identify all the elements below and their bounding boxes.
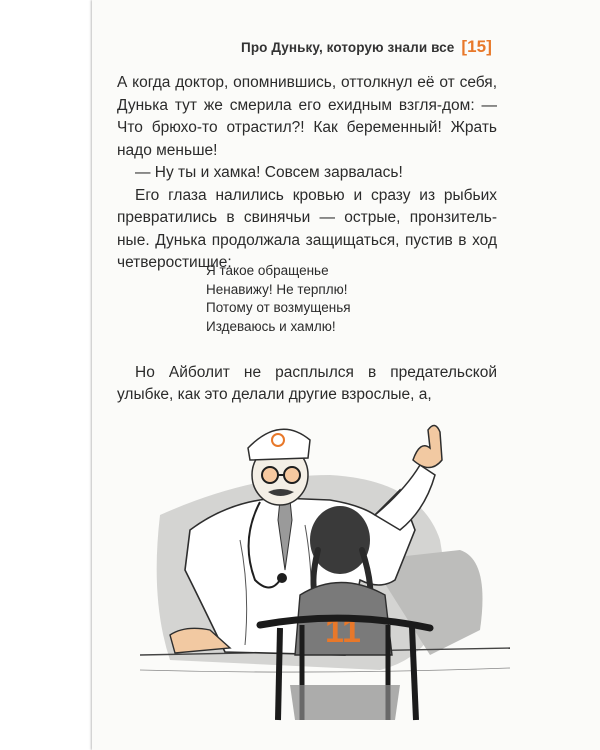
verse-line: Потому от возмущенья [206,300,351,315]
body-text [117,72,497,275]
verse-line: Я такое обращенье [206,263,329,278]
stethoscope-chest-piece [277,573,287,583]
floor-sketch-line [140,668,510,672]
thumb-up-hand [413,425,442,467]
verse-line: Издеваюсь и хамлю! [206,318,336,334]
closing-paragraph-text: Но Айболит не расплылся в предательской улыбке, как это делали другие взрослые, а, [117,363,497,403]
running-header [241,37,492,57]
paragraph-3: Его глаза налились кровью и сразу из рыбьих превратились в свинячьи — острые, пронзитель-ные. Дунька продолжала защищаться, пустив в ход четверостишие: [117,186,497,271]
jersey-number: 11 [325,612,361,650]
page-number: [15] [461,37,492,56]
closing-paragraph [117,362,497,407]
chair-spindle [278,628,280,720]
glasses-lens-left [262,467,278,483]
verse-line: Ненавижу! Не терплю! [206,281,348,297]
quatrain [206,262,351,336]
paragraph-1: А когда доктор, опомнившись, оттолкнул её от себя, Дунька тут же смерила его ехидным взгля-дом: — Что брюхо-то отрастил?! Как беременный! Жрать надо меньше! [117,74,497,159]
glasses-lens-right [284,467,300,483]
chair-seat-shadow [290,685,400,720]
doctor-and-girl-illustration [130,420,530,725]
paragraph-2: — Ну ты и хамка! Совсем зарвалась! [135,164,403,181]
girl-head [310,506,370,574]
running-title: Про Дуньку, которую знали все [241,40,455,55]
chair-spindle [412,627,416,720]
